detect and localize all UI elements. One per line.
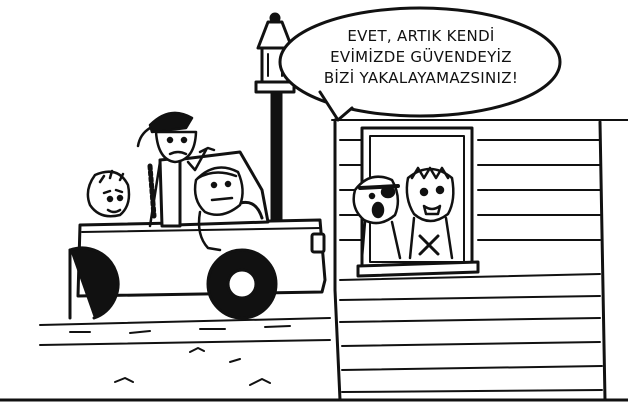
- speech-line-3: BİZİ YAKALAYAMAZSINIZ!: [323, 69, 519, 87]
- front-wheel-icon: [208, 250, 276, 318]
- character-back-left: [88, 171, 129, 216]
- speech-line-1: EVET, ARTIK KENDİ: [347, 27, 495, 45]
- speech-line-2: EVİMİZDE GÜVENDEYİZ: [330, 48, 512, 66]
- speech-bubble-text: [286, 26, 556, 89]
- road-lines: [0, 318, 628, 400]
